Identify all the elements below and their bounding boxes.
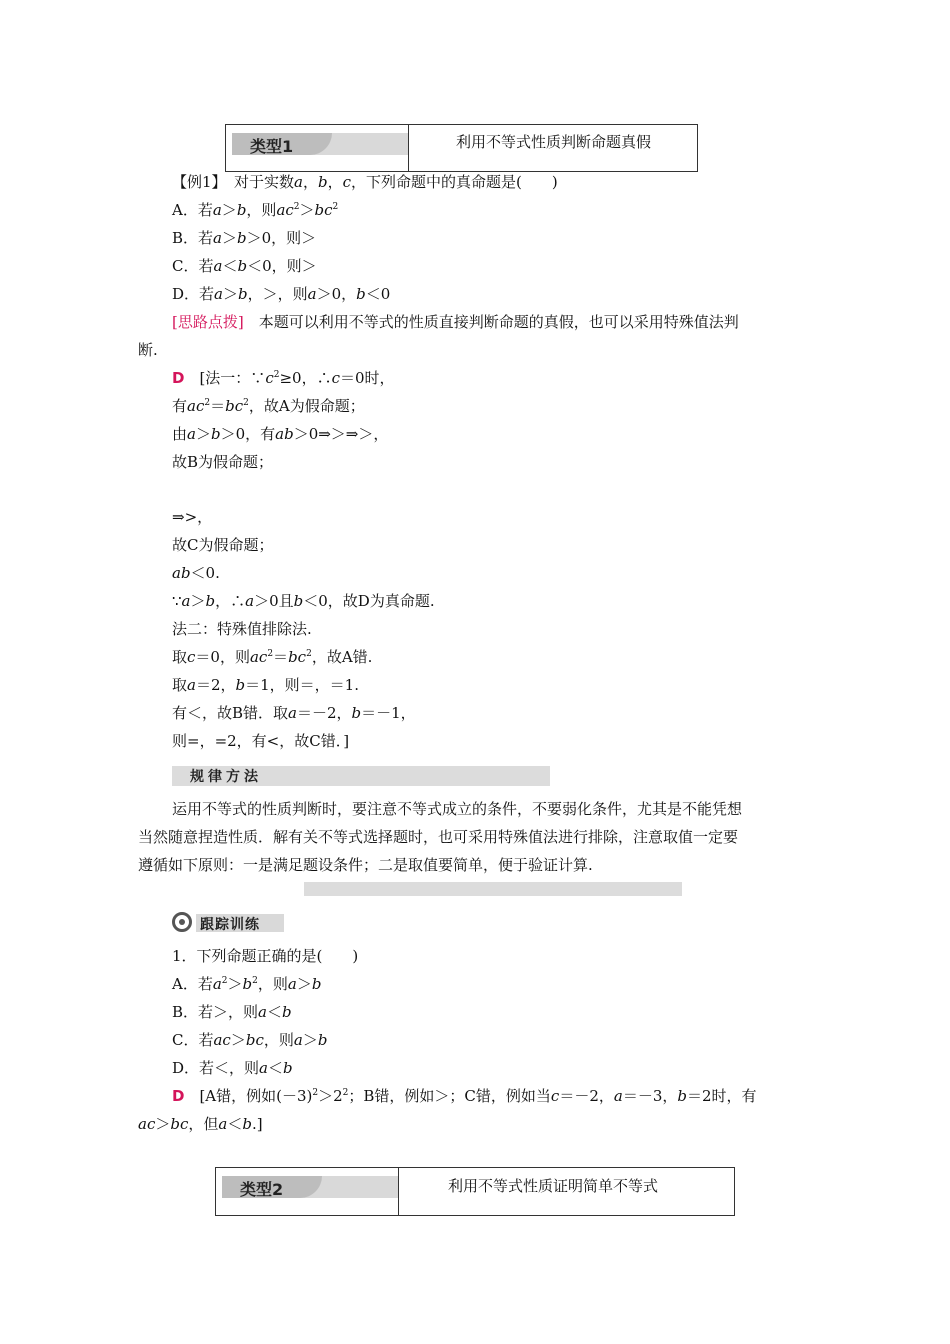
practice-option-d: D．若＜，则a＜b [172, 1059, 293, 1077]
solution-line-1: D [法一：$\because c^2\ge 0$，∴c＝0时， [172, 369, 395, 387]
solution-line-5: ⇒>， [172, 508, 213, 526]
method-tag: 规律方法 [190, 769, 262, 785]
type2-header [215, 1167, 735, 1216]
solution-line-4: 故B为假命题； [172, 453, 274, 471]
target-icon [172, 912, 192, 932]
practice-option-b: B．若＞，则a＜b [172, 1003, 292, 1021]
practice-option-c: C．若ac＞bc，则a＞b [172, 1031, 328, 1049]
practice-question: 1．下列命题正确的是( ) [172, 947, 359, 965]
method-para-2: 当然随意捏造性质．解有关不等式选择题时，也可采用特殊值法进行排除，注意取值一定要 [138, 828, 739, 846]
type2-tag: 类型2 [240, 1180, 284, 1199]
solution-line-6: 故C为假命题； [172, 536, 274, 554]
type2-tag-banner [222, 1176, 398, 1198]
type1-tag: 类型1 [250, 137, 294, 156]
answer-mark: D [172, 369, 185, 387]
method-para-3: 遵循如下原则：一是满足题设条件；二是取值要简单，便于验证计算. [138, 856, 593, 874]
method-para-1: 运用不等式的性质判断时，要注意不等式成立的条件，不要弱化条件，尤其是不能凭想 [172, 800, 743, 818]
solution-line-13: 则=，=2，有<，故C错．] [172, 732, 350, 750]
practice-solution-1: D [A错，例如$(-3)^2>2^2$；B错，例如＞；C错，例如当c＝－2，a＝－3，b＝2时，有 [172, 1087, 757, 1105]
practice-option-a: A．若$a^2>b^2$，则a＞b [172, 975, 322, 993]
hint-line-2: 断. [138, 341, 158, 359]
solution-line-10: 取c＝0，则$ac^2=bc^2$，故A错. [172, 648, 373, 666]
example1-option-c: C．若a＜b＜0，则＞ [172, 257, 317, 275]
practice-tag: 跟踪训练 [200, 917, 260, 933]
hint-label: [思路点拨] [172, 313, 244, 331]
solution-line-8: ∵a＞b，∴a＞0且b＜0，故D为真命题. [172, 592, 435, 610]
section-divider [304, 882, 682, 896]
solution-line-9: 法二：特殊值排除法. [172, 620, 312, 638]
practice-solution-2: ac＞bc，但a＜b.] [138, 1115, 263, 1133]
solution-line-3: 由a＞b＞0，有ab＞0⇒＞⇒＞， [172, 425, 389, 443]
type1-header [225, 124, 698, 172]
type1-title: 利用不等式性质判断命题真假 [456, 133, 652, 151]
example1-option-d: D．若a＞b，＞，则a＞0，b＜0 [172, 285, 391, 303]
solution-line-11: 取a＝2，b＝1，则＝，＝1. [172, 676, 359, 694]
solution-line-2: 有$ac^2=bc^2$，故A为假命题； [172, 397, 365, 415]
example1-stem: 【例1】 对于实数a，b，c，下列命题中的真命题是( ) [172, 173, 558, 191]
hint-line-1: [思路点拨] 本题可以利用不等式的性质直接判断命题的真假，也可以采用特殊值法判 [172, 313, 739, 331]
solution-line-12: 有＜，故B错．取a＝－2，b＝－1， [172, 704, 416, 722]
example1-option-a: A．若a＞b，则$ac^2>bc^2$ [172, 201, 339, 219]
type1-tag-banner [232, 133, 408, 155]
solution-line-7: ab＜0. [172, 564, 220, 582]
example1-option-b: B．若a＞b＞0，则＞ [172, 229, 317, 247]
practice-answer-mark: D [172, 1087, 185, 1105]
type2-title: 利用不等式性质证明简单不等式 [448, 1177, 659, 1195]
